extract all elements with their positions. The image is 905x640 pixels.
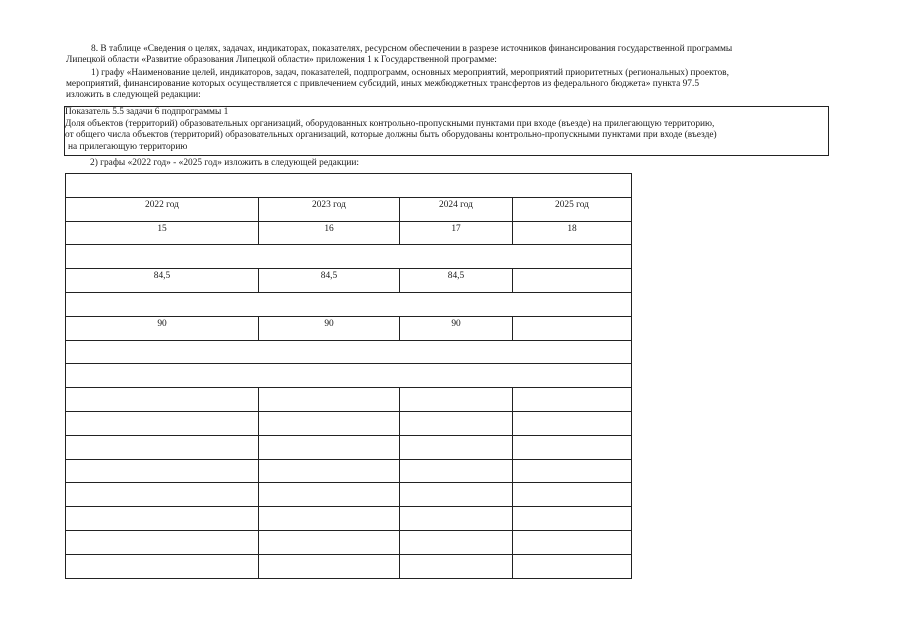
header-2024: 2024 год <box>400 197 513 221</box>
table-cell <box>66 483 259 507</box>
table-row <box>66 530 632 554</box>
value-cell: 90 <box>400 316 513 340</box>
table-cell <box>400 388 513 412</box>
header-2023: 2023 год <box>259 197 400 221</box>
item-1-line-1: 1) графу «Наименование целей, индикаторов, задач, показателей, подпрограмм, основных мероприятий, мероприятий приоритетных (региональных) проектов, <box>91 68 729 78</box>
paragraph-8 <box>66 44 732 66</box>
table-row <box>66 411 632 435</box>
table-cell <box>513 411 632 435</box>
indicator-text-line-4: на прилегающую территорию <box>68 141 188 152</box>
table-cell <box>513 435 632 459</box>
table-row <box>66 483 632 507</box>
years-table <box>65 173 632 579</box>
table-row <box>66 316 632 340</box>
table-cell <box>400 459 513 483</box>
table-cell <box>400 435 513 459</box>
table-cell <box>66 292 632 316</box>
table-cell <box>400 554 513 578</box>
item-2: 2) графы «2022 год» - «2025 год» изложить в следующей редакции: <box>90 158 360 168</box>
table-cell <box>66 245 632 269</box>
table-cell <box>400 411 513 435</box>
table-cell <box>66 364 632 388</box>
indicator-box <box>64 106 829 156</box>
value-cell: 84,5 <box>66 269 259 293</box>
column-number: 17 <box>400 221 513 245</box>
value-cell: 90 <box>259 316 400 340</box>
table-cell <box>513 483 632 507</box>
table-cell <box>66 411 259 435</box>
table-cell <box>66 435 259 459</box>
table-row <box>66 459 632 483</box>
table-cell <box>66 388 259 412</box>
table-row <box>66 435 632 459</box>
table-cell <box>513 530 632 554</box>
table-row <box>66 554 632 578</box>
table-row <box>66 245 632 269</box>
table-row <box>66 292 632 316</box>
table-cell <box>66 530 259 554</box>
table-row <box>66 364 632 388</box>
header-2025: 2025 год <box>513 197 632 221</box>
value-cell <box>513 316 632 340</box>
table-cell <box>513 388 632 412</box>
table-cell <box>513 554 632 578</box>
value-cell <box>513 269 632 293</box>
indicator-text-line-2: Доля объектов (территорий) образовательных организаций, оборудованных контрольно-пропускными пунктами при входе (въезде) на прилегающую территорию, <box>65 118 715 129</box>
table-row <box>66 388 632 412</box>
column-number: 18 <box>513 221 632 245</box>
table-cell <box>66 554 259 578</box>
table-cell <box>513 507 632 531</box>
table-cell <box>259 411 400 435</box>
table-cell <box>259 483 400 507</box>
table-cell <box>400 483 513 507</box>
item-1 <box>66 68 729 102</box>
table-header-row <box>66 197 632 221</box>
table-cell <box>66 174 632 198</box>
table-cell <box>513 459 632 483</box>
table-cell <box>259 435 400 459</box>
table-cell <box>259 530 400 554</box>
value-cell: 84,5 <box>259 269 400 293</box>
table-cell <box>259 507 400 531</box>
table-cell <box>400 507 513 531</box>
table-row <box>66 507 632 531</box>
table-row <box>66 269 632 293</box>
table-cell <box>259 459 400 483</box>
value-cell: 90 <box>66 316 259 340</box>
column-number: 15 <box>66 221 259 245</box>
value-cell: 84,5 <box>400 269 513 293</box>
table-cell <box>400 530 513 554</box>
indicator-title: Показатель 5.5 задачи 6 подпрограммы 1 <box>65 107 229 117</box>
table-cell <box>66 459 259 483</box>
table-cell <box>259 388 400 412</box>
indicator-text-line-3: от общего числа объектов (территорий) образовательных организаций, которые должны быть оборудованы контрольно-пропускными пунктами при входе (въезде) <box>65 130 717 140</box>
table-row <box>66 174 632 198</box>
table-row <box>66 340 632 364</box>
table-row <box>66 221 632 245</box>
item-1-line-3: изложить в следующей редакции: <box>66 90 201 101</box>
table-cell <box>259 554 400 578</box>
header-2022: 2022 год <box>66 197 259 221</box>
table-cell <box>66 507 259 531</box>
paragraph-8-line-2: Липецкой области «Развитие образования Липецкой области» приложения 1 к Государственной программе: <box>66 55 497 66</box>
paragraph-8-line-1: 8. В таблице «Сведения о целях, задачах, индикаторах, показателях, ресурсном обеспечении в разрезе источников финансирования государственной программы <box>91 44 733 54</box>
table-cell <box>66 340 632 364</box>
item-1-line-2: мероприятий, финансирование которых осуществляется с привлечением субсидий, иных межбюджетных трансфертов из федерального бюджета» пункта 97.5 <box>66 79 700 90</box>
column-number: 16 <box>259 221 400 245</box>
